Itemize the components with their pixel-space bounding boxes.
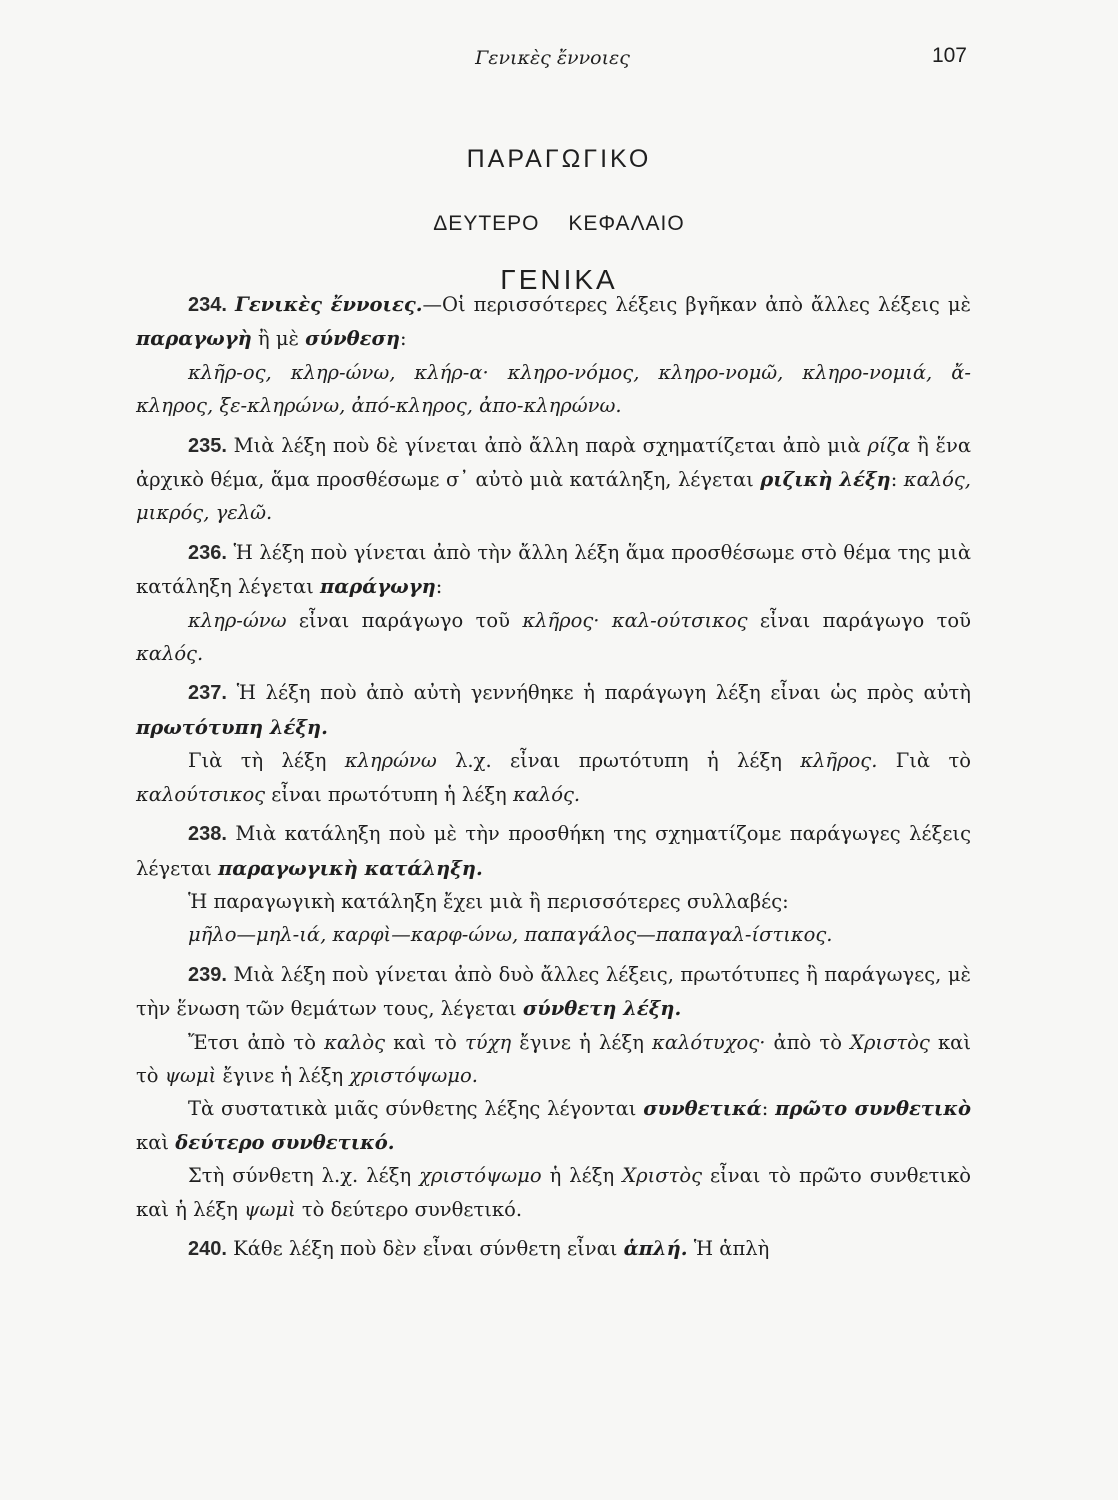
- text: :: [761, 1097, 776, 1121]
- example: Χριστὸς: [850, 1030, 930, 1054]
- text: Μιὰ κατάληξη ποὺ μὲ τὴν προσθήκη της σχηματίζομε παράγωγες λέξεις λέγεται: [136, 822, 971, 880]
- example: Χριστὸς: [622, 1164, 702, 1188]
- term: ρίζα: [867, 433, 911, 457]
- text: ἔγινε ἡ λέξη: [511, 1030, 653, 1054]
- chapter-title: ΔΕΥΤΕΡΟ ΚΕΦΑΛΑΙΟ: [433, 212, 685, 235]
- term: πρωτότυπη λέξη.: [136, 715, 328, 739]
- text: Γιὰ τὸ: [877, 749, 971, 773]
- text: ἢ μὲ: [251, 327, 306, 351]
- term: ριζικὴ λέξη: [760, 468, 891, 492]
- text: Στὴ σύνθετη λ.χ. λέξη: [188, 1164, 420, 1188]
- example: καλός.: [136, 642, 204, 666]
- example: καλὸς: [324, 1030, 386, 1054]
- text: ἢ ἕνα ἀρχικὸ θέμα, ἅμα προσθέσωμε σ᾽ αὐτὸ μιὰ κατάληξη, λέγεται: [136, 433, 971, 492]
- paragraph-235: [136, 429, 971, 530]
- text: Ἡ λέξη ποὺ γίνεται ἀπὸ τὴν ἄλλη λέξη ἅμα προσθέσωμε στὸ θέμα της μιὰ κατάληξη λέγεται: [136, 540, 971, 599]
- paragraph-238-note: Ἡ παραγωγικὴ κατάληξη ἔχει μιὰ ἢ περισσότερες συλλαβές:: [188, 889, 789, 913]
- body-text: [136, 288, 971, 1266]
- text: ἔγινε ἡ λέξη: [216, 1063, 350, 1087]
- text: Ἡ ἁπλὴ: [687, 1236, 770, 1260]
- text: Ἡ λέξη ποὺ ἀπὸ αὐτὴ γεννήθηκε ἡ παράγωγη λέξη εἶναι ὡς πρὸς αὐτὴ: [226, 681, 971, 705]
- text: τὸ δεύτερο συνθετικό.: [295, 1197, 523, 1221]
- text: ἡ λέξη: [541, 1164, 623, 1188]
- text: Κάθε λέξη ποὺ δὲν εἶναι σύνθετη εἶναι: [226, 1236, 624, 1260]
- example: ψωμὶ: [164, 1063, 217, 1087]
- example-line: [136, 604, 971, 671]
- example-line: κλῆρ-ος, κληρ-ώνω, κλήρ-α· κληρο-νόμος, κληρο-νομῶ, κληρο-νομιά, ἄ-κληρος, ξε-κληρώνω, ἀπό-κληρος, ἀπο-κληρώνω.: [136, 360, 971, 418]
- text: εἶναι παράγωγο τοῦ: [286, 608, 523, 632]
- section-number: 238.: [188, 823, 227, 846]
- term-heading: Γενικὲς ἔννοιες.: [234, 293, 423, 316]
- running-title: Γενικὲς ἔννοιες: [475, 47, 630, 69]
- section-number: 236.: [188, 541, 227, 564]
- text: λ.χ. εἶναι πρωτότυπη ἡ λέξη: [436, 749, 801, 773]
- text: Μιὰ λέξη ποὺ γίνεται ἀπὸ δυὸ ἄλλες λέξεις, πρωτότυπες ἢ παράγωγες, μὲ τὴν ἕνωση τῶν θεμάτων τους, λέγεται: [136, 962, 971, 1021]
- part-title: ΠΑΡΑΓΩΓΙΚΟ: [466, 145, 652, 173]
- example: χριστόψωμο.: [349, 1063, 478, 1087]
- paragraph-239-example-2: [136, 1159, 971, 1226]
- term: ἁπλή.: [623, 1236, 688, 1260]
- example: καλός, μικρός, γελῶ.: [136, 468, 971, 525]
- example: κληρ-ώνω: [188, 608, 287, 632]
- paragraph-239-components: [136, 1092, 971, 1159]
- term: σύνθετη λέξη.: [522, 997, 682, 1021]
- paragraph-237: [136, 676, 971, 744]
- text: εἶναι πρωτότυπη ἡ λέξη: [265, 782, 513, 806]
- running-head: [135, 44, 970, 72]
- example: καλότυχος·: [652, 1030, 766, 1054]
- text: εἶναι παράγωγο τοῦ: [747, 608, 971, 632]
- text: :: [400, 327, 407, 351]
- paragraph-238: [136, 817, 971, 885]
- example: κλῆρος.: [800, 749, 878, 773]
- text: καὶ τὸ: [136, 1030, 971, 1087]
- text: Τὰ συστατικὰ μιᾶς σύνθετης λέξης λέγονται: [188, 1097, 644, 1121]
- example: καλούτσικος: [136, 782, 266, 806]
- term: παραγωγικὴ κατάληξη.: [218, 856, 483, 880]
- example: χριστόψωμο: [419, 1164, 542, 1188]
- term: συνθετικά: [643, 1097, 762, 1121]
- section-number: 234.: [188, 294, 227, 316]
- term: παραγωγὴ: [136, 327, 252, 351]
- section-number: 237.: [188, 682, 227, 705]
- section-title: ΓΕΝΙΚΑ: [500, 264, 618, 295]
- section-number: 239.: [188, 963, 227, 986]
- paragraph-240: [136, 1232, 971, 1266]
- paragraph-239-example: [136, 1026, 971, 1093]
- text: Γιὰ τὴ λέξη: [188, 749, 345, 773]
- term: παράγωγη: [320, 575, 436, 599]
- text: καὶ: [136, 1130, 176, 1154]
- text: ἀπὸ τὸ: [765, 1030, 851, 1054]
- term: πρῶτο συνθετικὸ: [775, 1097, 971, 1121]
- paragraph-236: [136, 536, 971, 604]
- text: :: [890, 468, 904, 492]
- paragraph-237-example: [136, 744, 971, 811]
- section-number: 240.: [188, 1237, 227, 1260]
- page-number: 107: [931, 44, 967, 67]
- example: κλῆρος· καλ-ούτσικος: [522, 608, 748, 632]
- example: τύχη: [465, 1030, 512, 1054]
- paragraph-239: [136, 958, 971, 1026]
- term: σύνθεση: [305, 327, 401, 351]
- text: εἶναι τὸ πρῶτο συνθετικὸ καὶ ἡ λέξη: [136, 1164, 972, 1221]
- section-number: 235.: [188, 434, 227, 457]
- term: δεύτερο συνθετικό.: [175, 1130, 395, 1154]
- example: ψωμὶ: [244, 1197, 296, 1221]
- example-line: μῆλο—μηλ-ιά, καρφὶ—καρφ-ώνω, παπαγάλος—παπαγαλ-ίστικος.: [188, 923, 833, 947]
- paragraph-234: [136, 288, 971, 356]
- text: Ἔτσι ἀπὸ τὸ: [188, 1030, 325, 1054]
- example: καλός.: [512, 782, 581, 806]
- text: :: [435, 575, 443, 599]
- text: Μιὰ λέξη ποὺ δὲ γίνεται ἀπὸ ἄλλη παρὰ σχηματίζεται ἀπὸ μιὰ: [226, 433, 868, 457]
- text: —Οἱ περισσότερες λέξεις βγῆκαν ἀπὸ ἄλλες λέξεις μὲ: [422, 293, 972, 316]
- text: καὶ τὸ: [385, 1030, 466, 1054]
- example: κληρώνω: [344, 749, 437, 773]
